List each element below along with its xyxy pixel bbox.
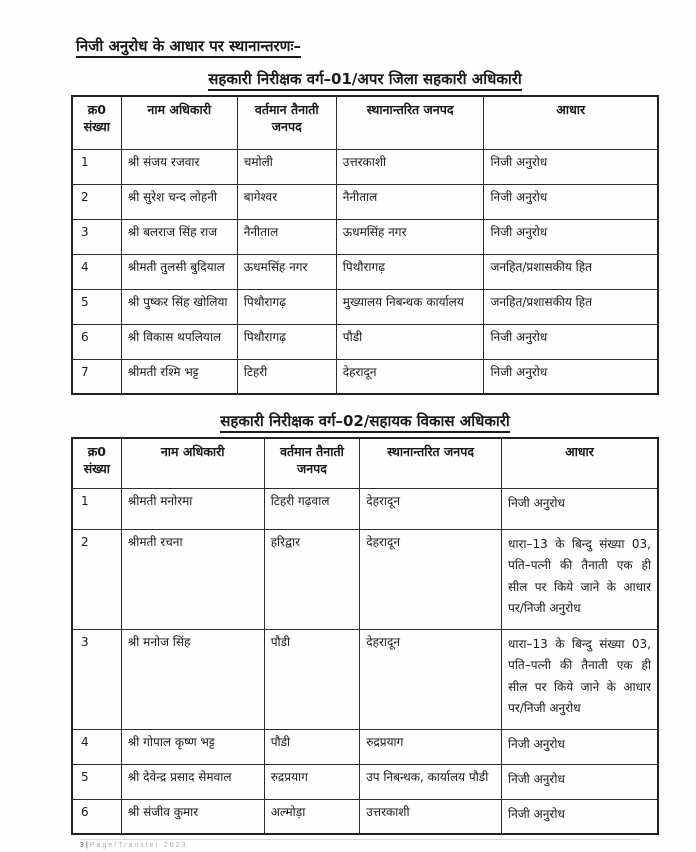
table-cell: श्री विकास थपलियाल [121, 324, 237, 359]
table-cell: श्री संजय रजवार [121, 149, 237, 184]
table-row [72, 529, 658, 629]
table-cell: श्री संजीव कुमार [121, 799, 264, 834]
table-row [72, 764, 658, 799]
column-header: क्र0 संख्या [72, 96, 121, 149]
table-row [72, 289, 658, 324]
column-header: वर्तमान तैनाती जनपद [264, 438, 360, 488]
table-cell: ऊधमसिंह नगर [336, 219, 484, 254]
table-cell: धारा–13 के बिन्दु संख्या 03, पति–पत्नी की तैनाती एक ही सील पर किये जाने के आधार पर/निजी अनुरोध [502, 629, 659, 729]
table-cell: नैनीताल [336, 184, 484, 219]
table-header-row [72, 438, 658, 488]
column-header: आधार [484, 96, 658, 149]
section-2-title [71, 411, 659, 431]
table-cell: पौडी [336, 324, 484, 359]
table-2-body [72, 488, 658, 834]
table-row [72, 184, 658, 219]
table-cell: जनहित/प्रशासकीय हित [484, 254, 658, 289]
table-cell: निजी अनुरोध [484, 359, 658, 394]
table-1-header [72, 96, 658, 149]
table-cell: 1 [72, 488, 121, 529]
table-cell: 2 [72, 529, 121, 629]
table-cell: श्री बलराज सिंह राज [121, 219, 237, 254]
table-cell: रुद्रप्रयाग [360, 729, 502, 764]
table-cell: अल्मोड़ा [264, 799, 360, 834]
table-cell: निजी अनुरोध [502, 799, 659, 834]
table-cell: श्रीमती रश्मि भट्ट [121, 359, 237, 394]
table-cell: 2 [72, 184, 121, 219]
table-cell: श्री मनोज सिंह [121, 629, 264, 729]
table-row [72, 488, 658, 529]
table-1-body [72, 149, 658, 394]
footer-page-number: 3| [80, 842, 90, 849]
table-cell: ऊधमसिंह नगर [237, 254, 336, 289]
table-cell: पिथौरागढ़ [237, 324, 336, 359]
table-cell: टिहरी गढ़वाल [264, 488, 360, 529]
section-1-title-text: सहकारी निरीक्षक वर्ग–01/अपर जिला सहकारी अधिकारी [208, 70, 522, 91]
table-cell: हरिद्वार [264, 529, 360, 629]
table-cell: 3 [72, 219, 121, 254]
table-cell: 5 [72, 289, 121, 324]
table-cell: उत्तरकाशी [336, 149, 484, 184]
table-row [72, 799, 658, 834]
table-cell: मुख्यालय निबन्धक कार्यालय [336, 289, 484, 324]
table-cell: देहरादून [360, 488, 502, 529]
transfer-table-grade-01 [71, 95, 659, 395]
table-cell: रुद्रप्रयाग [264, 764, 360, 799]
table-cell: 4 [72, 729, 121, 764]
table-cell: निजी अनुरोध [502, 729, 659, 764]
table-cell: 1 [72, 149, 121, 184]
table-cell: श्री गोपाल कृष्ण भट्ट [121, 729, 264, 764]
section-2-title-text: सहकारी निरीक्षक वर्ग–02/सहायक विकास अधिकारी [220, 412, 510, 433]
column-header: स्थानान्तरित जनपद [336, 96, 484, 149]
column-header: आधार [502, 438, 659, 488]
table-cell: देहरादून [336, 359, 484, 394]
table-cell: देहरादून [360, 529, 502, 629]
table-row [72, 149, 658, 184]
table-cell: निजी अनुरोध [484, 184, 658, 219]
table-cell: पिथौरागढ़ [237, 289, 336, 324]
table-row [72, 359, 658, 394]
table-cell: 4 [72, 254, 121, 289]
table-2-header [72, 438, 658, 488]
table-cell: नैनीताल [237, 219, 336, 254]
table-cell: जनहित/प्रशासकीय हित [484, 289, 658, 324]
table-cell: 7 [72, 359, 121, 394]
table-cell: पौडी [264, 729, 360, 764]
table-cell: पिथौरागढ़ [336, 254, 484, 289]
document-title [76, 36, 696, 56]
column-header: नाम अधिकारी [121, 438, 264, 488]
table-cell: श्रीमती रचना [121, 529, 264, 629]
table-cell: श्रीमती मनोरमा [121, 488, 264, 529]
table-cell: श्री पुष्कर सिंह खोलिया [121, 289, 237, 324]
table-cell: 5 [72, 764, 121, 799]
section-grade-02 [0, 411, 696, 835]
table-cell: धारा–13 के बिन्दु संख्या 03, पति–पत्नी की तैनाती एक ही सील पर किये जाने के आधार पर/निजी अनुरोध [502, 529, 659, 629]
table-row [72, 729, 658, 764]
table-cell: उत्तरकाशी [360, 799, 502, 834]
column-header: वर्तमान तैनाती जनपद [237, 96, 336, 149]
table-cell: निजी अनुरोध [502, 488, 659, 529]
table-row [72, 629, 658, 729]
page-footer [80, 839, 640, 849]
footer-filename: Page/Transfer 2023 [89, 842, 188, 849]
column-header: स्थानान्तरित जनपद [360, 438, 502, 488]
section-grade-01 [0, 69, 696, 395]
table-cell: बागेश्वर [237, 184, 336, 219]
transfer-table-grade-02 [71, 437, 659, 835]
table-cell: 6 [72, 324, 121, 359]
table-cell: श्रीमती तुलसी बुदियाल [121, 254, 237, 289]
table-cell: श्री देवेन्द्र प्रसाद सेमवाल [121, 764, 264, 799]
table-header-row [72, 96, 658, 149]
table-row [72, 254, 658, 289]
table-cell: पौडी [264, 629, 360, 729]
table-cell: निजी अनुरोध [484, 324, 658, 359]
table-cell: 6 [72, 799, 121, 834]
table-cell: टिहरी [237, 359, 336, 394]
table-row [72, 324, 658, 359]
table-cell: निजी अनुरोध [484, 219, 658, 254]
section-1-title [71, 69, 659, 89]
table-cell: चमोली [237, 149, 336, 184]
table-cell: श्री सुरेश चन्द लोहनी [121, 184, 237, 219]
document-title-text: निजी अनुरोध के आधार पर स्थानान्तरणः– [76, 37, 301, 58]
table-cell: देहरादून [360, 629, 502, 729]
table-cell: 3 [72, 629, 121, 729]
column-header: नाम अधिकारी [121, 96, 237, 149]
table-row [72, 219, 658, 254]
table-cell: उप निबन्धक, कार्यालय पौडी [360, 764, 502, 799]
table-cell: निजी अनुरोध [484, 149, 658, 184]
table-cell: निजी अनुरोध [502, 764, 659, 799]
column-header: क्र0 संख्या [72, 438, 121, 488]
